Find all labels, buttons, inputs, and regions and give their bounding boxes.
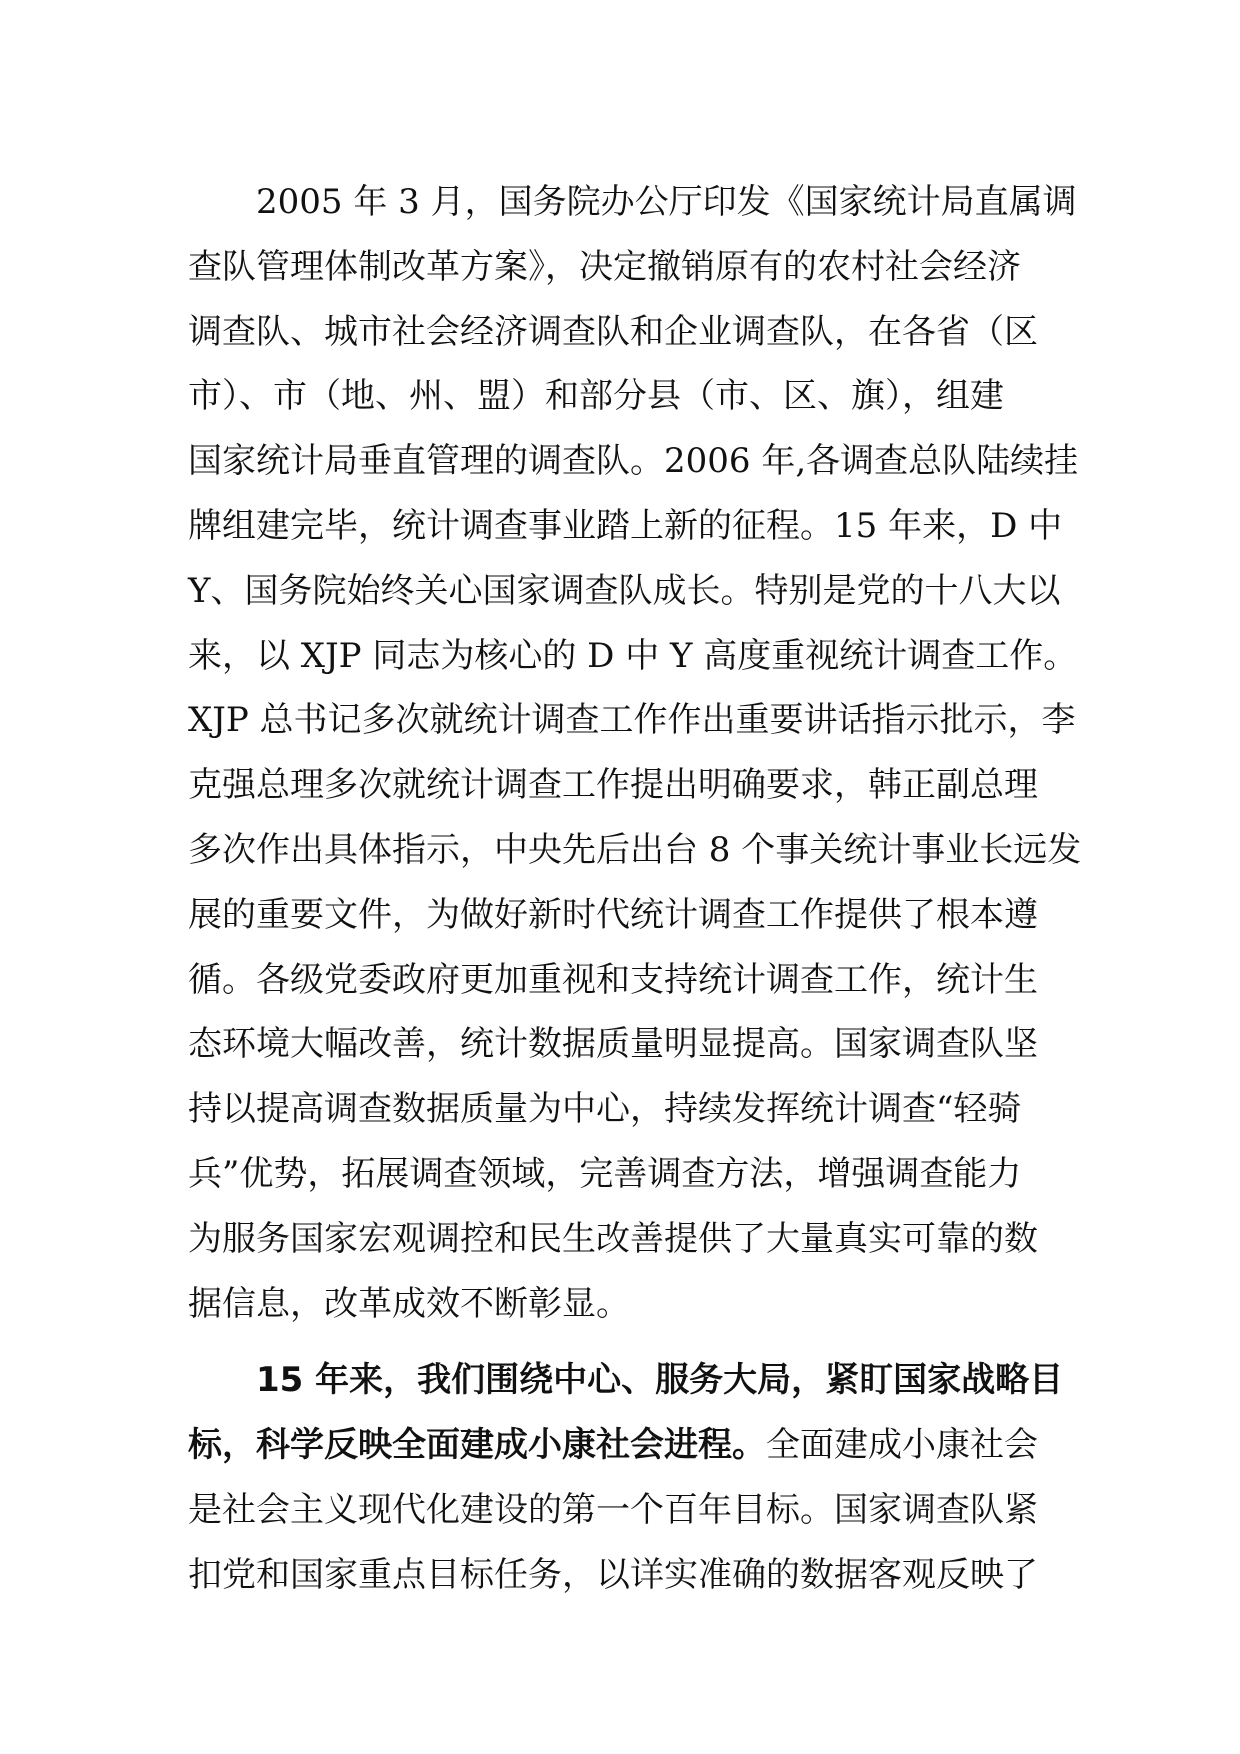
text-line bbox=[188, 1543, 1068, 1608]
bold-text-run: 标，科学反映全面建成小康社会进程。 bbox=[188, 1425, 766, 1466]
text-line bbox=[188, 1272, 1068, 1337]
text-line bbox=[188, 494, 1068, 559]
text-run: Y、国务院始终关心国家调查队成长。特别是党的十八大以 bbox=[188, 570, 1061, 611]
text-run: 据信息，改革成效不断彰显。 bbox=[188, 1283, 630, 1324]
text-run: 态环境大幅改善，统计数据质量明显提高。国家调查队坚 bbox=[188, 1024, 1038, 1065]
text-run: 多次作出具体指示，中央先后出台 8 个事关统计事业长远发 bbox=[188, 829, 1082, 870]
text-run: 调查队、城市社会经济调查队和企业调查队，在各省（区 bbox=[188, 311, 1038, 352]
text-run: 市）、市（地、州、盟）和部分县（市、区、旗），组建 bbox=[188, 376, 1004, 417]
text-line bbox=[188, 364, 1068, 429]
text-run: 2005 年 3 月，国务院办公厅印发《国家统计局直属调 bbox=[256, 182, 1077, 222]
text-line bbox=[188, 170, 1077, 235]
text-run: XJP 总书记多次就统计调查工作作出重要讲话指示批示，李 bbox=[188, 700, 1076, 741]
text-line bbox=[188, 300, 1068, 365]
text-line bbox=[188, 559, 1068, 624]
text-line bbox=[188, 818, 1082, 883]
text-line bbox=[188, 1413, 1068, 1478]
text-line bbox=[188, 1478, 1068, 1543]
text-run: 是社会主义现代化建设的第一个百年目标。国家调查队紧 bbox=[188, 1489, 1038, 1530]
text-line bbox=[188, 1207, 1068, 1272]
document-body bbox=[188, 170, 1082, 1608]
text-line bbox=[188, 1077, 1068, 1142]
text-line bbox=[188, 429, 1079, 494]
text-line bbox=[188, 883, 1068, 948]
text-run: 展的重要文件，为做好新时代统计调查工作提供了根本遵 bbox=[188, 894, 1038, 935]
text-run: 国家统计局垂直管理的调查队。2006 年,各调查总队陆续挂 bbox=[188, 441, 1079, 482]
text-line bbox=[188, 688, 1076, 753]
text-run: 兵”优势，拓展调查领域，完善调查方法，增强调查能力 bbox=[188, 1153, 1022, 1194]
text-run: 扣党和国家重点目标任务，以详实准确的数据客观反映了 bbox=[188, 1554, 1038, 1595]
text-run: 克强总理多次就统计调查工作提出明确要求，韩正副总理 bbox=[188, 765, 1038, 806]
text-run: 来，以 XJP 同志为核心的 D 中 Y 高度重视统计调查工作。 bbox=[188, 635, 1078, 676]
text-line bbox=[188, 624, 1078, 689]
text-line bbox=[188, 1142, 1068, 1207]
text-run: 持以提高调查数据质量为中心，持续发挥统计调查“轻骑 bbox=[188, 1089, 1022, 1130]
text-run: 牌组建完毕，统计调查事业踏上新的征程。15 年来，D 中 bbox=[188, 505, 1063, 546]
text-line bbox=[188, 1012, 1068, 1077]
text-run: 查队管理体制改革方案》，决定撤销原有的农村社会经济 bbox=[188, 246, 1021, 287]
text-line bbox=[188, 1348, 1068, 1413]
text-run: 为服务国家宏观调控和民生改善提供了大量真实可靠的数 bbox=[188, 1218, 1038, 1259]
text-line bbox=[188, 753, 1068, 818]
bold-text-run: 15 年来，我们围绕中心、服务大局，紧盯国家战略目 bbox=[256, 1360, 1064, 1401]
text-line bbox=[188, 948, 1068, 1013]
text-run: 循。各级党委政府更加重视和支持统计调查工作，统计生 bbox=[188, 959, 1038, 1000]
text-run: 全面建成小康社会 bbox=[766, 1425, 1038, 1466]
text-line bbox=[188, 235, 1068, 300]
